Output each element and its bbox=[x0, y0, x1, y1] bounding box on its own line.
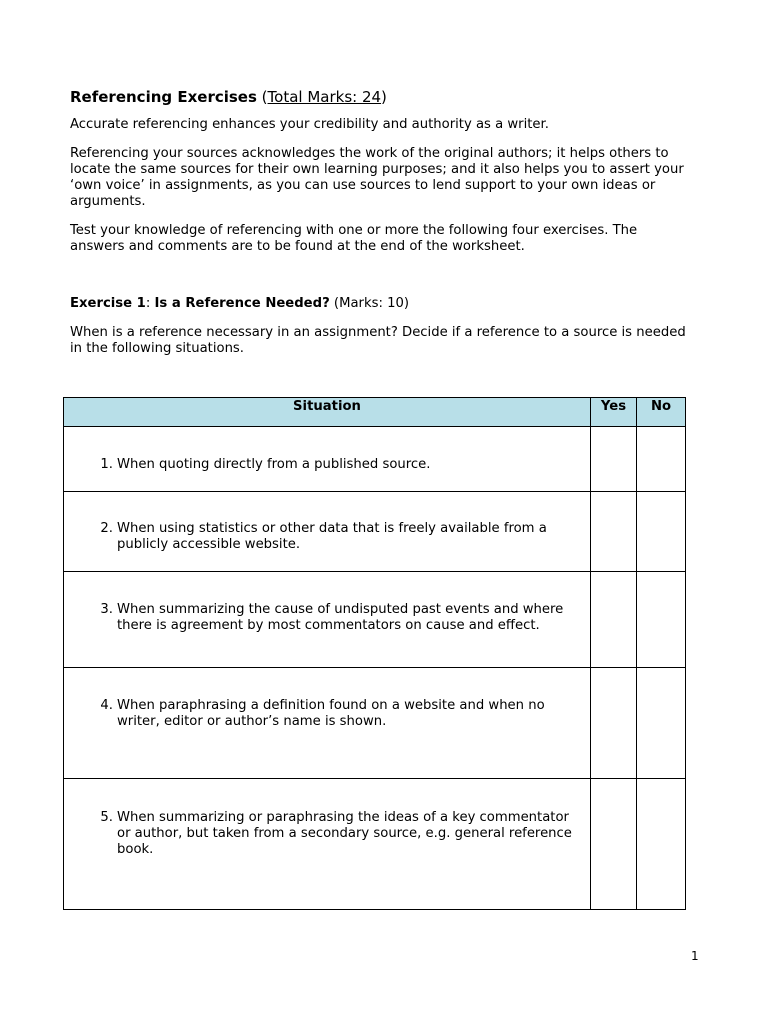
situation-cell bbox=[64, 668, 591, 779]
exercise-heading bbox=[70, 296, 409, 312]
item-text: When paraphrasing a definition found on a website and when no writer, editor or author’s name is shown. bbox=[117, 698, 545, 729]
situation-cell bbox=[64, 779, 591, 910]
item-number: 1. bbox=[100, 457, 113, 472]
intro-paragraph-3: Test your knowledge of referencing with one or more the following four exercises. The answers and comments are to be found at the end of the worksheet. bbox=[70, 223, 638, 254]
item-text: When summarizing the cause of undisputed past events and where there is agreement by most commentators on cause and effect. bbox=[117, 602, 564, 633]
item-text: When quoting directly from a published source. bbox=[117, 457, 431, 472]
table-header-row bbox=[64, 398, 686, 427]
yes-cell[interactable] bbox=[591, 572, 637, 668]
title-text: Referencing Exercises bbox=[70, 88, 257, 106]
header-yes: Yes bbox=[591, 398, 637, 427]
no-cell[interactable] bbox=[637, 779, 686, 910]
title-paren-close: ) bbox=[381, 88, 387, 106]
item-number: 2. bbox=[100, 521, 113, 536]
no-cell[interactable] bbox=[637, 572, 686, 668]
exercise-name: Is a Reference Needed? bbox=[154, 296, 330, 311]
intro-paragraph-2: Referencing your sources acknowledges the work of the original authors; it helps others to locate the same sources for their own learning purposes; and it also helps you to assert your ‘own voice’ in assignments, as you can use sources to lend support to your own ideas or arguments. bbox=[70, 146, 684, 209]
table-row bbox=[64, 668, 686, 779]
list-item bbox=[64, 572, 590, 634]
total-marks: Total Marks: 24 bbox=[267, 88, 382, 106]
list-item bbox=[64, 492, 590, 553]
item-text: When using statistics or other data that is freely available from a publicly accessible website. bbox=[117, 521, 547, 552]
yes-cell[interactable] bbox=[591, 668, 637, 779]
situation-cell bbox=[64, 492, 591, 572]
exercise-label: Exercise 1 bbox=[70, 296, 146, 311]
list-item bbox=[64, 427, 590, 473]
header-situation: Situation bbox=[64, 398, 591, 427]
list-item bbox=[64, 668, 590, 730]
table-row bbox=[64, 572, 686, 668]
table-row bbox=[64, 492, 686, 572]
exercise-marks: (Marks: 10) bbox=[329, 296, 410, 311]
situation-cell bbox=[64, 572, 591, 668]
yes-cell[interactable] bbox=[591, 492, 637, 572]
yes-cell[interactable] bbox=[591, 779, 637, 910]
situation-cell bbox=[64, 427, 591, 492]
exercise-colon: : bbox=[145, 296, 155, 311]
situations-table bbox=[63, 397, 686, 910]
table-row bbox=[64, 779, 686, 910]
header-no: No bbox=[637, 398, 686, 427]
table-row bbox=[64, 427, 686, 492]
yes-cell[interactable] bbox=[591, 427, 637, 492]
page-number: 1 bbox=[691, 949, 699, 963]
page-title bbox=[70, 88, 387, 106]
item-text: When summarizing or paraphrasing the ideas of a key commentator or author, but taken from a secondary source, e.g. general reference book. bbox=[117, 810, 572, 857]
item-number: 4. bbox=[100, 698, 113, 713]
intro-paragraph-1: Accurate referencing enhances your credibility and authority as a writer. bbox=[70, 117, 549, 132]
no-cell[interactable] bbox=[637, 668, 686, 779]
no-cell[interactable] bbox=[637, 492, 686, 572]
item-number: 3. bbox=[100, 602, 113, 617]
title-paren-open: ( bbox=[256, 88, 268, 106]
item-number: 5. bbox=[100, 810, 113, 825]
list-item bbox=[64, 779, 590, 858]
exercise-instructions: When is a reference necessary in an assignment? Decide if a reference to a source is needed in the following situations. bbox=[70, 325, 686, 356]
no-cell[interactable] bbox=[637, 427, 686, 492]
